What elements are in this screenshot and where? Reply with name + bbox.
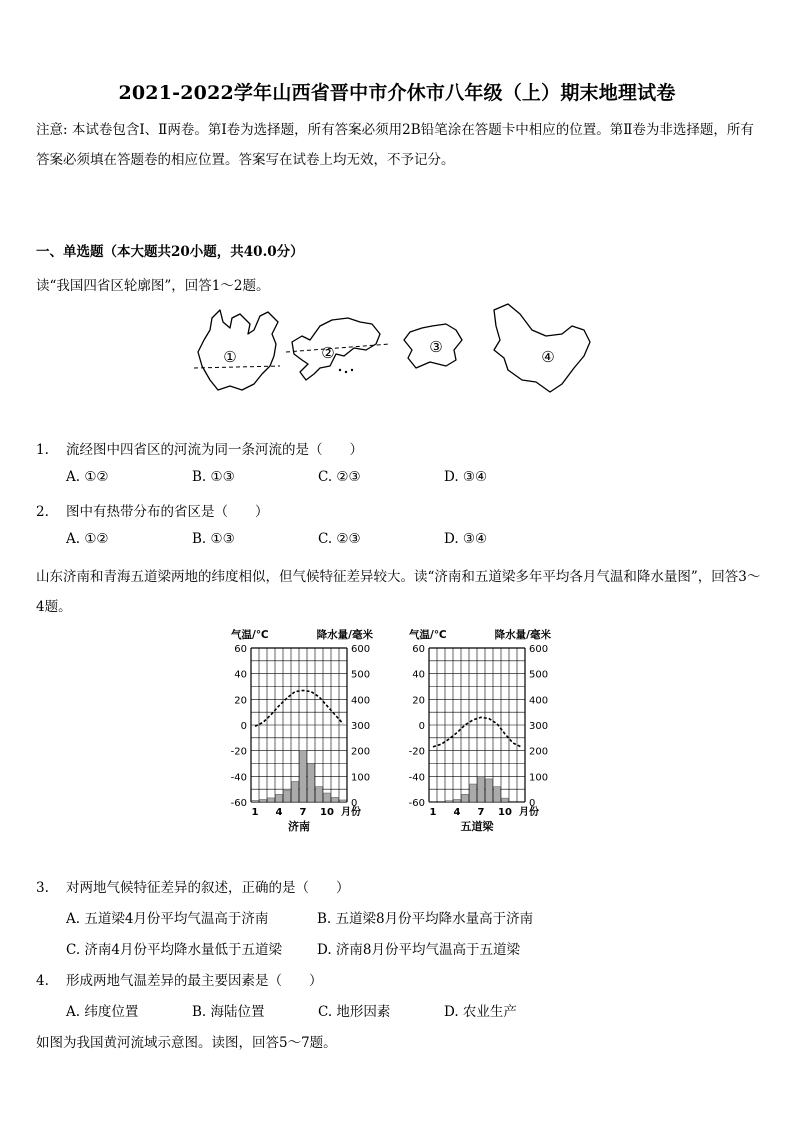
precipitation-bar: [478, 776, 485, 802]
y-tick-right: 500: [529, 669, 549, 681]
province-outline-map: [190, 300, 600, 400]
y-tick-left: -20: [230, 746, 247, 758]
precipitation-bar: [462, 794, 469, 802]
question-text: 对两地气候特征差异的叙述，正确的是（ ）: [66, 880, 350, 896]
question-1: [36, 438, 363, 458]
map-label-1: ①: [223, 348, 237, 366]
x-axis-label: 月份: [341, 807, 361, 818]
province-outline-2: [292, 318, 380, 380]
y-tick-right: 600: [351, 644, 371, 655]
exam-notice: 注意: 本试卷包含Ⅰ、Ⅱ两卷。第Ⅰ卷为选择题，所有答案必须用2B铅笔涂在答题卡中相应的位置。第Ⅱ卷为非选择题，所有答案必须填在答题卷的相应位置。答案写在试卷上均无效，不予记分。: [36, 122, 754, 168]
question-4: [36, 969, 323, 989]
y-tick-right: 200: [351, 746, 371, 758]
y-tick-right: 0: [351, 798, 358, 809]
question-2: [36, 500, 269, 520]
precipitation-bar: [510, 801, 517, 802]
precipitation-bar: [446, 801, 453, 802]
precipitation-bar: [430, 801, 437, 802]
option-d[interactable]: D. 济南8月份平均气温高于五道梁: [317, 942, 521, 958]
y-axis-label-left: 气温/℃: [409, 629, 447, 641]
option-a[interactable]: A. 纬度位置: [66, 1004, 139, 1020]
y-tick-left: -40: [408, 772, 425, 784]
precipitation-bar: [454, 799, 461, 802]
precipitation-bar: [438, 801, 445, 802]
province-outline-1: [198, 310, 278, 390]
map-label-2: ②: [321, 344, 335, 362]
question-number: 3.: [36, 880, 49, 896]
y-tick-right: 100: [529, 772, 549, 784]
map-label-4: ④: [541, 348, 555, 366]
x-tick: 4: [453, 807, 461, 818]
page-title: 2021-2022学年山西省晋中市介休市八年级（上）期末地理试卷: [118, 82, 676, 104]
x-tick: 4: [275, 807, 283, 818]
precipitation-bar: [252, 800, 259, 802]
option-b[interactable]: B. ①③: [192, 531, 235, 547]
y-tick-left: 60: [234, 644, 247, 655]
precipitation-bar: [268, 798, 275, 802]
question-text: 流经图中四省区的河流为同一条河流的是（ ）: [66, 442, 363, 458]
y-tick-right: 300: [351, 721, 371, 732]
y-tick-left: 0: [418, 721, 425, 732]
y-tick-left: 60: [412, 644, 425, 655]
y-tick-left: -20: [408, 746, 425, 758]
option-a[interactable]: A. ①②: [66, 531, 109, 547]
y-tick-right: 300: [529, 721, 549, 732]
y-tick-left: -40: [230, 772, 247, 784]
option-c[interactable]: C. ②③: [318, 469, 361, 485]
option-d[interactable]: D. ③④: [444, 469, 488, 485]
precipitation-bar: [292, 781, 299, 802]
chart-title: 五道梁: [460, 820, 494, 833]
y-tick-right: 0: [529, 798, 536, 809]
precipitation-bar: [316, 787, 323, 802]
y-axis-label-right: 降水量/毫米: [316, 629, 373, 641]
intro-q5-7: 如图为我国黄河流域示意图。读图，回答5～7题。: [36, 1035, 337, 1051]
y-tick-left: -60: [408, 798, 425, 809]
y-tick-left: -60: [230, 798, 247, 809]
option-b[interactable]: B. 五道梁8月份平均降水量高于济南: [317, 911, 534, 927]
climate-chart-2: [409, 628, 552, 833]
y-axis-label-right: 降水量/毫米: [494, 629, 551, 641]
precipitation-bar: [308, 764, 315, 803]
question-number: 1.: [36, 442, 49, 458]
precipitation-bar: [332, 797, 339, 802]
precipitation-bar: [518, 801, 525, 802]
precipitation-bar: [260, 799, 267, 802]
y-tick-left: 40: [234, 669, 247, 681]
y-tick-left: 20: [412, 695, 425, 707]
x-tick: 1: [429, 807, 437, 818]
map-label-3: ③: [429, 338, 443, 356]
precipitation-bar: [324, 793, 331, 802]
x-tick: 10: [498, 807, 512, 818]
option-b[interactable]: B. ①③: [192, 469, 235, 485]
y-tick-right: 400: [529, 695, 549, 707]
section-heading: 一、单选题（本大题共20小题，共40.0分）: [36, 244, 304, 260]
precipitation-bar: [340, 800, 347, 802]
precipitation-bar: [276, 794, 283, 802]
x-tick: 7: [299, 807, 307, 818]
precipitation-bar: [300, 751, 307, 802]
precipitation-bar: [486, 779, 493, 802]
precipitation-bar: [284, 790, 291, 802]
y-tick-left: 20: [234, 695, 247, 707]
option-d[interactable]: D. ③④: [444, 531, 488, 547]
x-tick: 1: [251, 807, 259, 818]
y-tick-right: 200: [529, 746, 549, 758]
climate-charts: [215, 622, 575, 837]
question-text: 形成两地气温差异的最主要因素是（ ）: [66, 973, 323, 989]
precipitation-bar: [494, 787, 501, 802]
climate-chart-1: [231, 628, 374, 833]
option-a[interactable]: A. 五道梁4月份平均气温高于济南: [66, 911, 269, 927]
y-axis-label-left: 气温/℃: [231, 629, 269, 641]
y-tick-right: 500: [351, 669, 371, 681]
x-tick: 10: [320, 807, 334, 818]
precipitation-bar: [502, 798, 509, 802]
question-number: 4.: [36, 973, 49, 989]
intro-q1-2: 读“我国四省区轮廓图”，回答1～2题。: [36, 278, 270, 294]
y-tick-right: 400: [351, 695, 371, 707]
y-tick-right: 600: [529, 644, 549, 655]
y-tick-left: 0: [240, 721, 247, 732]
question-text: 图中有热带分布的省区是（ ）: [66, 504, 269, 520]
precipitation-bar: [470, 784, 477, 802]
option-a[interactable]: A. ①②: [66, 469, 109, 485]
option-c[interactable]: C. 济南4月份平均降水量低于五道梁: [66, 942, 283, 958]
x-axis-label: 月份: [519, 807, 539, 818]
y-tick-left: 40: [412, 669, 425, 681]
intro-q3-4: 山东济南和青海五道梁两地的纬度相似，但气候特征差异较大。读“济南和五道梁多年平均各月气温和降水量图”，回答3～4题。: [36, 569, 761, 615]
chart-title: 济南: [288, 820, 310, 833]
question-number: 2.: [36, 504, 49, 520]
question-3: [36, 876, 350, 896]
option-b[interactable]: B. 海陆位置: [192, 1004, 265, 1020]
y-tick-right: 100: [351, 772, 371, 784]
option-c[interactable]: C. ②③: [318, 531, 361, 547]
option-c[interactable]: C. 地形因素: [318, 1004, 391, 1020]
x-tick: 7: [477, 807, 485, 818]
option-d[interactable]: D. 农业生产: [444, 1004, 517, 1020]
